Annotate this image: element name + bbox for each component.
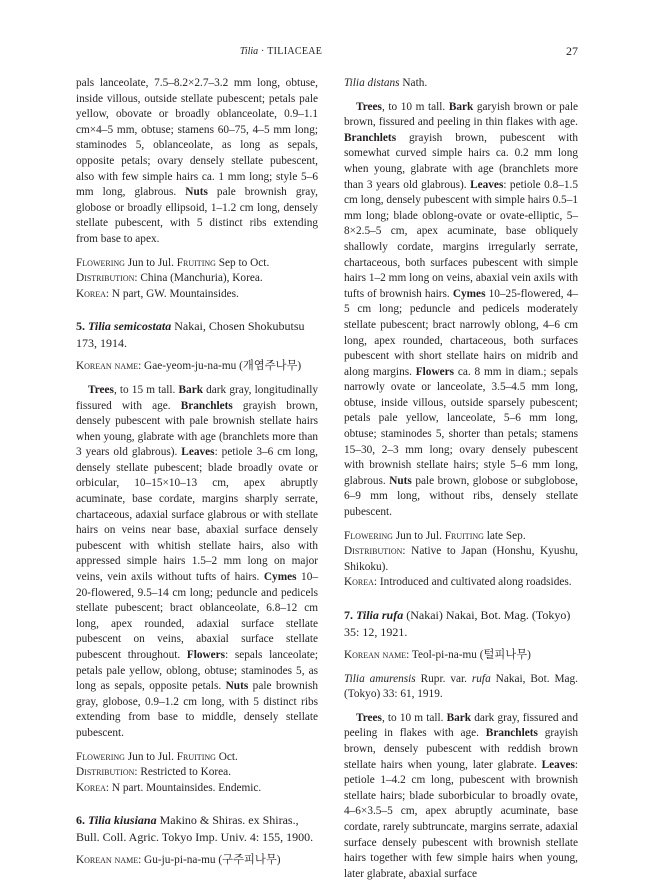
trait-text: 10–25-flowered, 4–5 cm long; peduncle and pedicels moderately stellate pubescent; bract narrowly oblong, 4–6 cm long, apex rounded, chartaceous, both surfaces pubescent with short stellate hairs on midrib and along margins.	[344, 287, 579, 378]
species-7-name: Tilia rufa	[356, 608, 404, 622]
species-6-distribution: Distribution: Native to Japan (Honshu, Kyushu, Shikoku).	[344, 545, 578, 573]
trait-label: Leaves	[181, 446, 215, 459]
trait-label: Cymes	[452, 287, 486, 300]
trait-text: grayish brown, densely pubescent with reddish brown stellate hairs when young, later glabrate.	[344, 727, 578, 771]
trait-text: pale brown, globose or subglobose, 6–9 mm long, without ribs, densely stellate pubescent.	[344, 474, 578, 519]
species-6-heading: 6. Tilia kiusiana Makino & Shiras. ex Shiras., Bull. Coll. Agric. Tokyo Imp. Univ. 4: 155, 1900.	[76, 813, 314, 844]
trait-label: Flowers	[415, 365, 455, 378]
trait-label: Nuts	[389, 474, 412, 487]
running-head	[0, 46, 562, 57]
trait-label: Cymes	[263, 571, 297, 584]
left-column	[76, 76, 318, 869]
trait-label: Branchlets	[180, 399, 233, 412]
species-7-heading: 7. Tilia rufa (Nakai) Nakai, Bot. Mag. (Tokyo) 35: 12, 1921.	[344, 608, 571, 639]
nuts-label: Nuts	[185, 186, 208, 199]
trait-text: , to 15 m tall.	[113, 383, 179, 396]
running-head-family: TILIACEAE	[267, 46, 323, 57]
trait-text: garyish brown or pale brown, fissured and peeling in thin flakes with age.	[344, 100, 578, 129]
trait-text: : petiole 1–4.2 cm long, pubescent with brownish stellate hairs; blade suborbicular to broadly ovate, 4–6×3.5–5 cm, apex abruptly acuminate, base cordate, rarely subtruncate, margins serrate, adaxial surface densely pubescent with brownish stellate hairs together with few simple hairs when young, later glabrate, abaxial surface	[344, 758, 578, 880]
running-head-genus: Tilia	[239, 46, 259, 57]
trait-text: , to 10 m tall.	[381, 711, 447, 724]
species-5-korea: Korea: N part. Mountainsides. Endemic.	[76, 781, 262, 794]
trait-text: pale brownish gray, globose, 0.9–1.2 cm long, with 5 distinct ribs extending from base to middle, densely stellate pubescent.	[76, 680, 318, 739]
species-7-synonym: Tilia amurensis Rupr. var. rufa Nakai, Bot. Mag. (Tokyo) 33: 61, 1919.	[344, 672, 578, 701]
trait-text: dark gray, fissured and peeling in flakes with age.	[344, 711, 578, 740]
species-4-description-end: pals lanceolate, 7.5–8.2×2.7–3.2 mm long, obtuse, inside villous, outside stellate pubescent; petals pale yellow, obovate or broadly oblanceolate, 0.9–1.1 cm×4–5 mm, obtuse; stamens 60–75, 4–5 mm long; staminodes 5, oblanceolate, as long as sepals, opposite petals; ovary densely stellate pubescent, also with few simple hairs ca. 1 mm long; style 5–6 mm long, glabrous. Nuts pale brownish gray, globose or broadly ellipsoid, 1–1.2 cm long, densely stellate pubescent, with 5 distinct ribs extending from base to apex.	[76, 77, 318, 245]
trait-label: Bark	[448, 100, 474, 113]
trait-label: Leaves	[470, 178, 504, 191]
species-6-description	[344, 100, 578, 521]
species-5-heading: 5. Tilia semicostata Nakai, Chosen Shokubutsu 173, 1914.	[76, 319, 305, 350]
species-6-name: Tilia kiusiana	[88, 813, 157, 828]
species-7-description	[344, 711, 578, 882]
page-number: 27	[566, 44, 578, 58]
trait-label: Flowers	[186, 649, 226, 661]
species-4-distribution: Distribution: China (Manchuria), Korea.	[76, 272, 263, 285]
trait-label: Leaves	[541, 758, 575, 771]
species-5-korean-name: Korean name: Gae-yeom-ju-na-mu (개염주나무)	[76, 360, 302, 373]
species-5-name: Tilia semicostata	[88, 319, 172, 334]
species-6-korea: Korea: Introduced and cultivated along roadsides.	[344, 576, 572, 589]
trait-text: : sepals lanceolate; petals pale yellow, oblong, obtuse; staminodes 5, as long as sepals, opposite petals.	[76, 649, 318, 693]
species-4-korea: Korea: N part, GW. Mountainsides.	[76, 287, 239, 300]
species-6-phenology: Flowering Jun to Jul. Fruiting late Sep.	[344, 529, 526, 542]
species-7-korean-name: Korean name: Teol-pi-na-mu (털피나무)	[344, 649, 531, 661]
trait-text: : petiole 3–6 cm long, densely stellate pubescent; blade broadly ovate or orbicular, 10–15×10–13 cm, apex abruptly acuminate, base cordate, margins sharply serrate, chartaceous, adaxial surface glabrous or with stellate hairs on veins near base, abaxial surface densely pubescent with whitish stellate hairs, also with appressed simple hairs 1.5–2 mm long on major veins, vein axils without tufts of hairs.	[76, 446, 318, 584]
trait-text: grayish brown, pubescent with somewhat curved simple hairs ca. 0.2 mm long when young, glabrate with age (branchlets more than 3 years old glabrous).	[344, 131, 578, 191]
trait-text: grayish brown, densely pubescent with pale brownish stellate hairs when young, glabrate with age (branchlets more than 3 years old glabrous).	[76, 399, 318, 459]
trait-label: Branchlets	[485, 727, 538, 740]
trait-text: ca. 8 mm in diam.; sepals narrowly ovate or lanceolate, 3.5–4.5 mm long, obtuse, inside villous, outside sparsely pubescent; petals pale yellow, lanceolate, 5–6 mm long, obtuse; staminodes 5, shorter than petals; stamens 15–30, 2–3 mm long; ovary densely pubescent with brownish stellate hairs; style 5–6 mm long, glabrous.	[344, 365, 579, 487]
species-5-description	[76, 383, 318, 742]
trait-text: 10–20-flowered, 9.5–14 cm long; peduncle and pedicels stellate pubescent; bract oblanceolate, 6.8–12 cm long, apex rounded, adaxial surface stellate pubescent on veins, abaxial surface stellate pubescent throughout.	[76, 571, 318, 661]
trait-text: , to 10 m tall.	[381, 100, 449, 113]
trait-label: Trees	[356, 100, 382, 113]
trait-label: Bark	[178, 383, 203, 396]
trait-text: : petiole 0.8–1.5 cm long, densely pubescent with simple hairs 0.5–1 mm long; blade oblong-ovate or ovate-elliptic, 5–8×2.5–5 cm, apex acuminate, base obliquely shallowly cordate, margins irregularly serrate, chartaceous, both surfaces pubescent with simple hairs 1–2 mm long on veins, abaxial vein axils with tufts of brownish hairs.	[344, 178, 578, 300]
trait-label: Trees	[356, 711, 382, 724]
species-6-korean-name: Korean name: Gu-ju-pi-na-mu (구주피나무)	[76, 854, 281, 867]
species-5-phenology: Flowering Jun to Jul. Fruiting Oct.	[76, 750, 238, 763]
species-4-phenology: Flowering Jun to Jul. Fruiting Sep to Oct.	[76, 256, 270, 269]
species-5-distribution: Distribution: Restricted to Korea.	[76, 766, 232, 779]
species-6-synonym: Tilia distans Nath.	[344, 77, 428, 89]
right-column	[344, 76, 578, 882]
trait-label: Branchlets	[344, 131, 397, 144]
trait-text: dark gray, longitudinally fissured with age.	[76, 383, 318, 412]
trait-label: Trees	[88, 383, 114, 396]
trait-label: Nuts	[225, 680, 249, 693]
trait-label: Bark	[446, 711, 472, 724]
running-head-separator: ·	[258, 46, 268, 57]
